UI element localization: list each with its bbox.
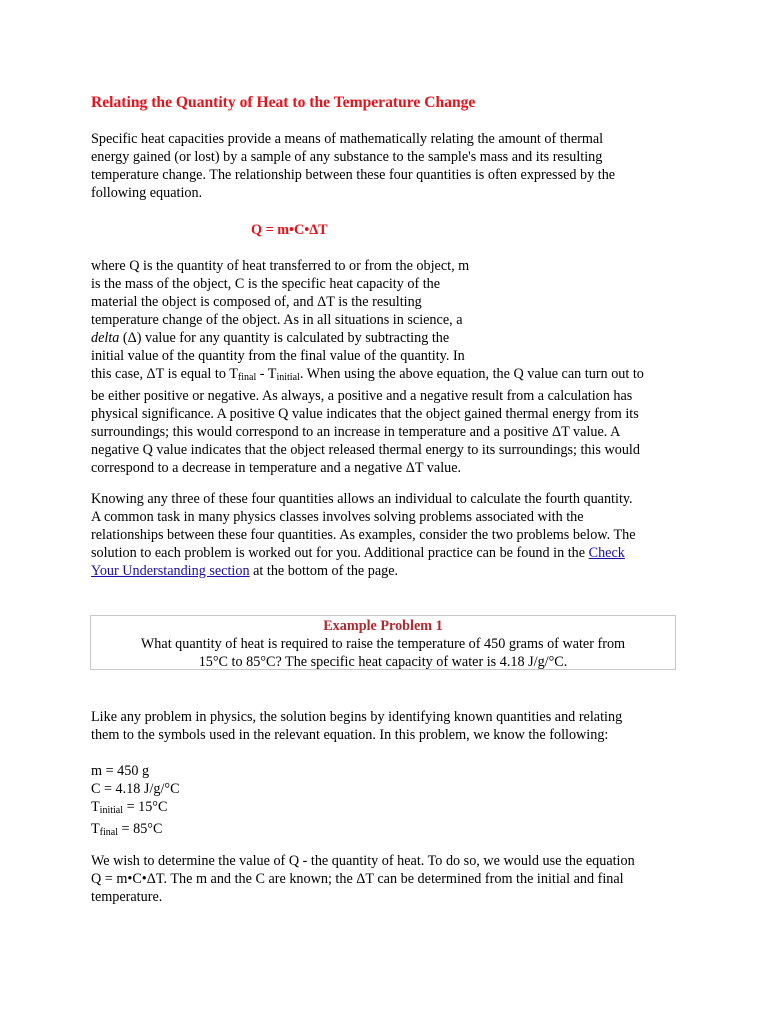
text-line: where Q is the quantity of heat transferred to or from the object, m	[91, 258, 470, 274]
value: = 15°C	[123, 799, 168, 815]
text-line	[91, 562, 681, 580]
text-line: temperature change of the object. As in all situations in science, a	[91, 312, 463, 328]
text-line: physical significance. A positive Q value indicates that the object gained thermal energy from its	[91, 406, 639, 422]
wish-paragraph	[91, 852, 681, 906]
subscript-final: final	[99, 827, 118, 838]
text-line: A common task in many physics classes involves solving problems associated with the	[91, 509, 584, 525]
text-line: following equation.	[91, 185, 203, 201]
value: = 85°C	[118, 821, 163, 837]
text-fragment: this case, ΔT is equal to T	[91, 366, 238, 382]
text-line: surroundings; this would correspond to an increase in temperature and a positive ΔT value. A	[91, 424, 621, 440]
example-problem-text: What quantity of heat is required to raise the temperature of 450 grams of water from	[140, 636, 626, 652]
text-fragment: at the bottom of the page.	[249, 563, 399, 579]
text-line	[91, 365, 681, 387]
check-understanding-link[interactable]: Check	[588, 545, 625, 561]
text-line	[91, 544, 681, 562]
check-understanding-link[interactable]: Your Understanding section	[91, 563, 250, 579]
known-mass: m = 450 g	[91, 763, 150, 779]
symbol-t: T	[91, 821, 100, 837]
text-line: them to the symbols used in the relevant equation. In this problem, we know the following:	[91, 727, 609, 743]
text-line: Q = m•C•ΔT. The m and the C are known; the ΔT can be determined from the initial and final	[91, 871, 624, 887]
known-quantities-list	[91, 762, 681, 842]
knowing-paragraph	[91, 490, 681, 580]
text-line: is the mass of the object, C is the specific heat capacity of the	[91, 276, 441, 292]
known-specific-heat: C = 4.18 J/g/°C	[91, 781, 180, 797]
text-fragment: (Δ) value for any quantity is calculated by subtracting the	[119, 330, 450, 346]
text-line: correspond to a decrease in temperature and a negative ΔT value.	[91, 460, 462, 476]
text-line: energy gained (or lost) by a sample of any substance to the sample's mass and its resulting	[91, 149, 603, 165]
symbol-t: T	[91, 799, 100, 815]
text-line: negative Q value indicates that the object released thermal energy to its surroundings; this would	[91, 442, 640, 458]
solution-intro-paragraph	[91, 708, 681, 744]
text-fragment: solution to each problem is worked out for you. Additional practice can be found in the	[91, 545, 589, 561]
text-line: relationships between these four quantities. As examples, consider the two problems below. The	[91, 527, 636, 543]
text-line: temperature change. The relationship between these four quantities is often expressed by the	[91, 167, 616, 183]
known-final-temp	[91, 820, 681, 842]
text-line: Knowing any three of these four quantities allows an individual to calculate the fourth quantity.	[91, 491, 633, 507]
subscript-initial: initial	[99, 805, 124, 816]
text-line: initial value of the quantity from the final value of the quantity. In	[91, 348, 465, 364]
subscript-initial: initial	[276, 372, 300, 383]
text-line: Like any problem in physics, the solution begins by identifying known quantities and relating	[91, 709, 623, 725]
example-problem-box	[90, 615, 676, 670]
text-line: be either positive or negative. As always, a positive and a negative result from a calculation has	[91, 388, 633, 404]
text-line: Specific heat capacities provide a means of mathematically relating the amount of thermal	[91, 131, 604, 147]
page-title: Relating the Quantity of Heat to the Temperature Change	[91, 94, 476, 111]
example-problem-title: Example Problem 1	[323, 618, 443, 634]
explanation-paragraph	[91, 257, 681, 477]
text-line: We wish to determine the value of Q - the quantity of heat. To do so, we would use the equation	[91, 853, 635, 869]
text-line	[91, 329, 681, 347]
heat-equation: Q = m•C•ΔT	[251, 222, 328, 238]
text-fragment: . When using the above equation, the Q value can turn out to	[299, 366, 644, 382]
example-problem-text: 15°C to 85°C? The specific heat capacity of water is 4.18 J/g/°C.	[198, 654, 568, 670]
subscript-final: final	[237, 372, 257, 383]
text-line: temperature.	[91, 889, 163, 905]
known-initial-temp	[91, 798, 681, 820]
text-line: material the object is composed of, and ΔT is the resulting	[91, 294, 422, 310]
intro-paragraph	[91, 130, 681, 202]
text-fragment: - T	[256, 366, 277, 382]
delta-word: delta	[91, 330, 120, 346]
